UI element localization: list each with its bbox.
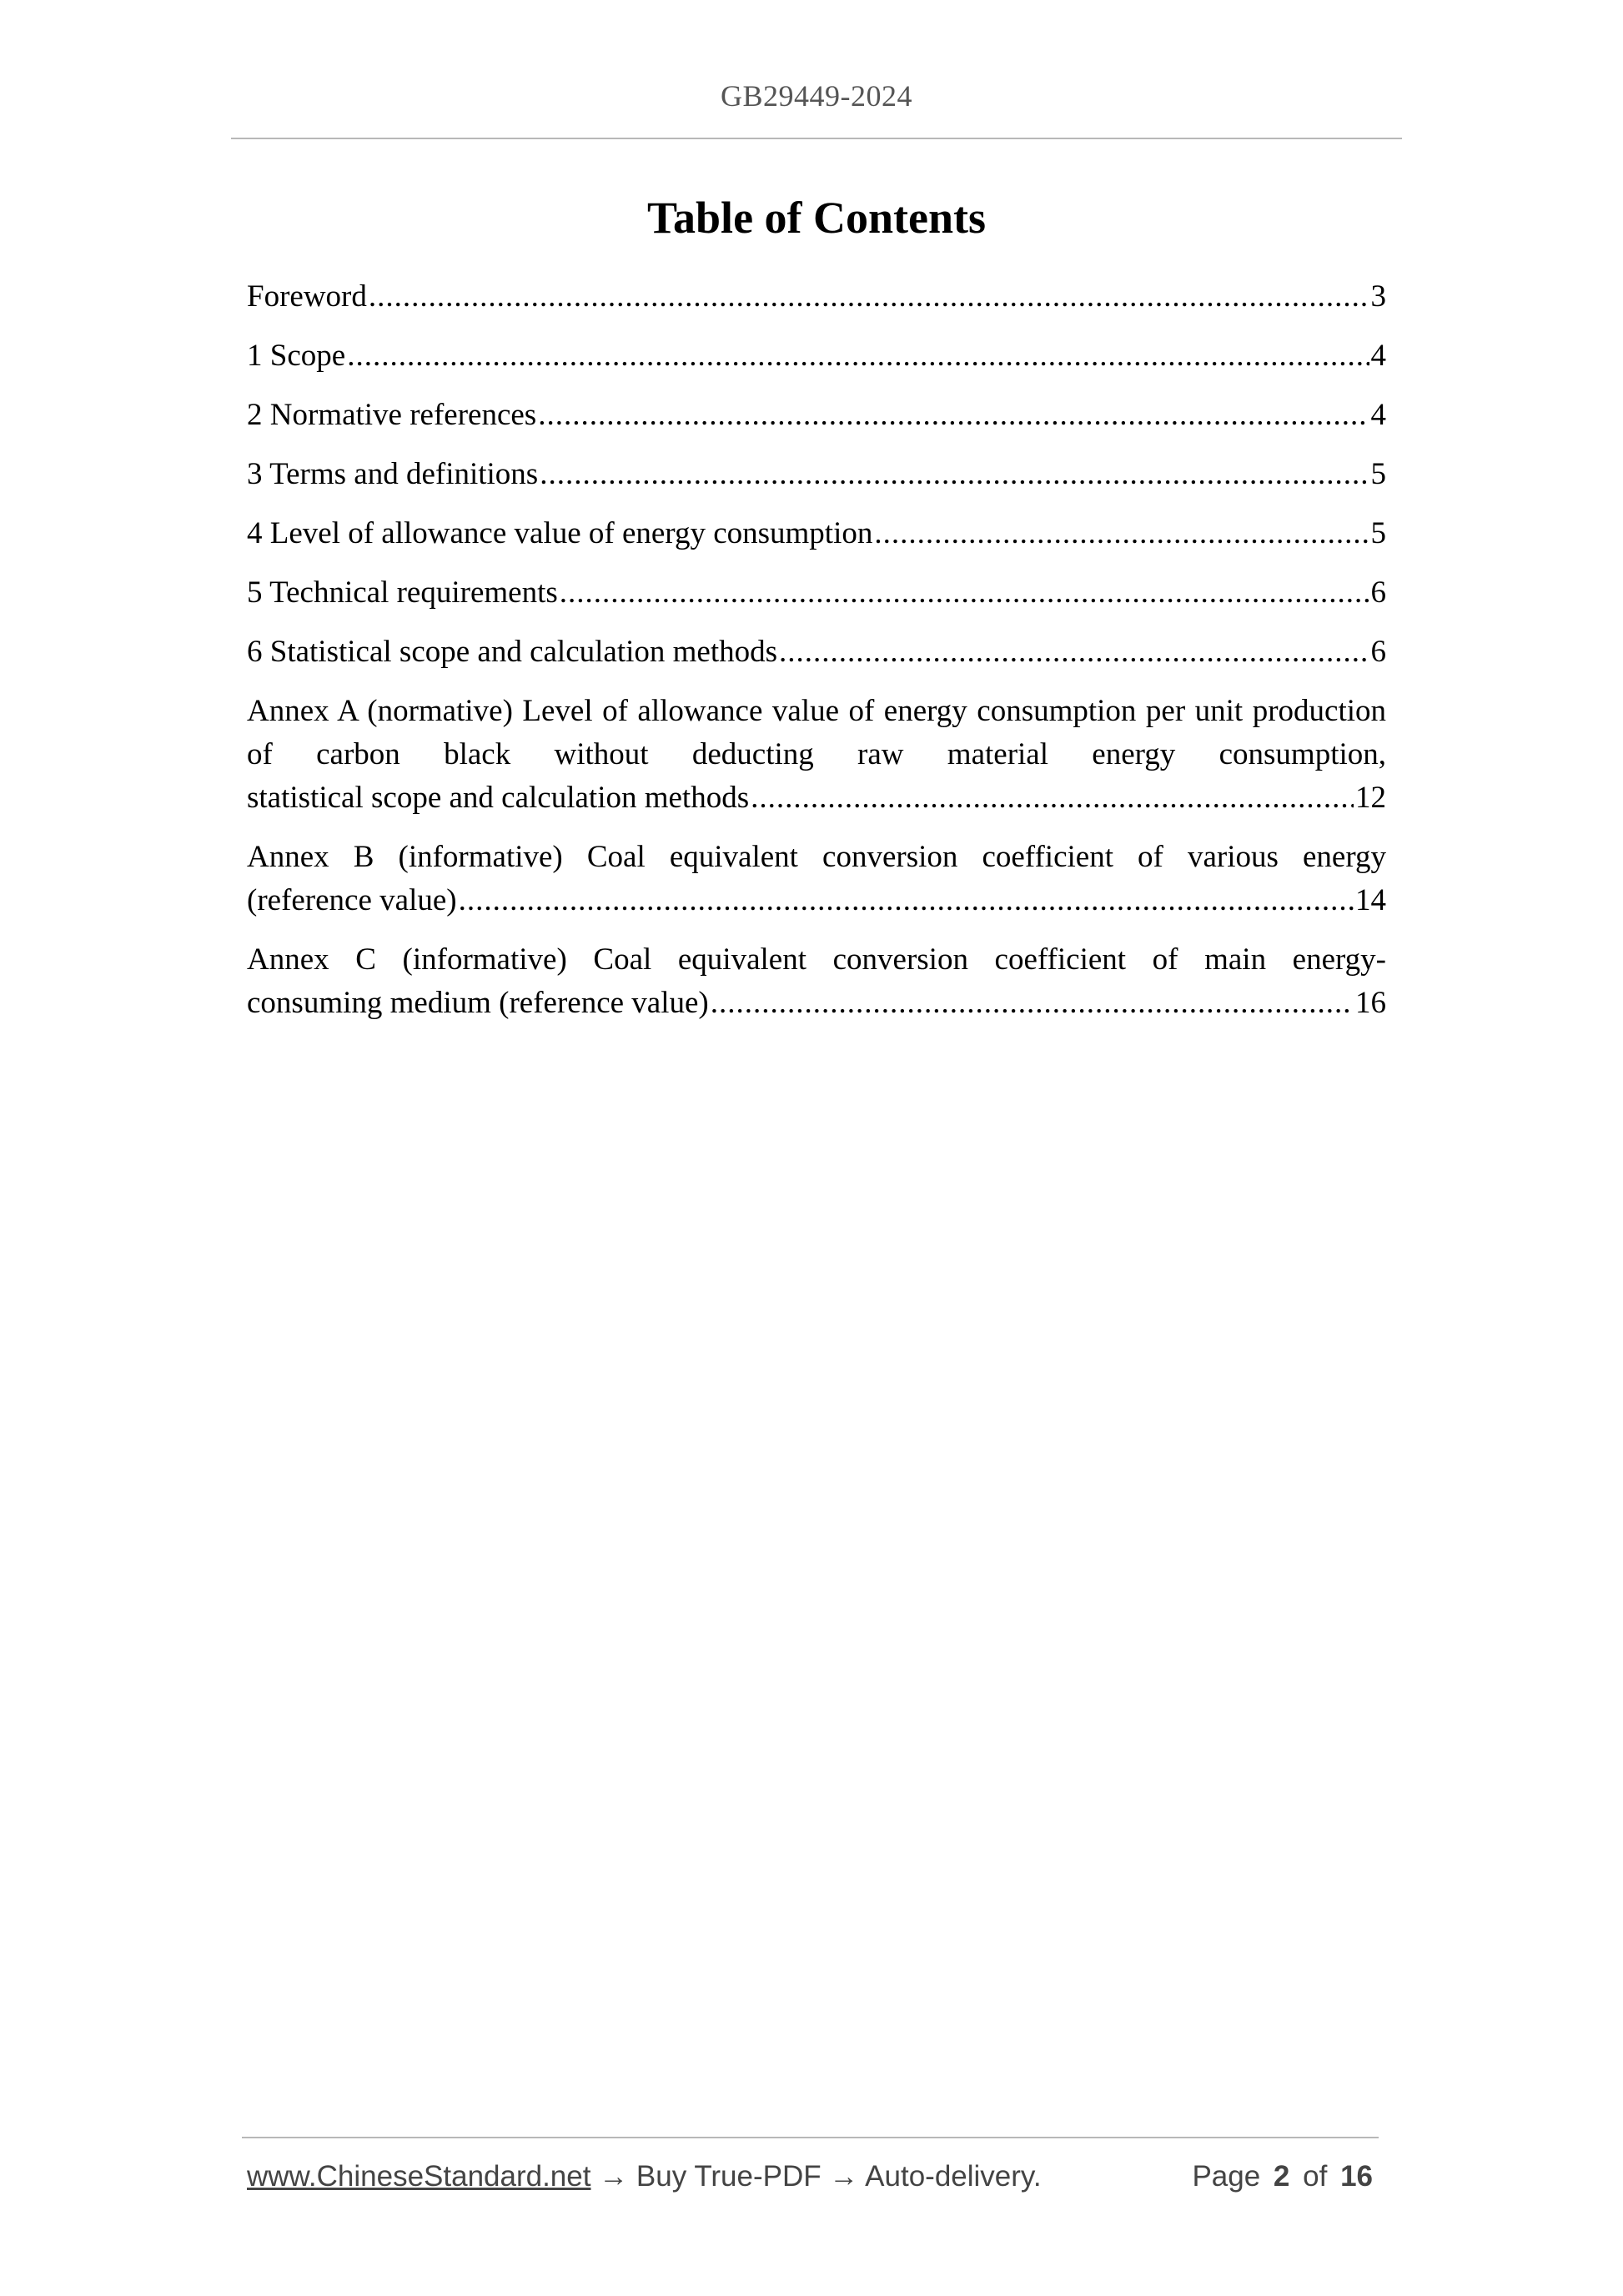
toc-leader-dots <box>369 275 1369 319</box>
toc-leader-dots <box>874 512 1369 555</box>
toc-page-number: 16 <box>1355 986 1386 1020</box>
toc-entry-text: 2 Normative references <box>247 398 537 432</box>
current-page-number: 2 <box>1273 2160 1290 2193</box>
toc-entry-text: 6 Statistical scope and calculation methods <box>247 635 778 669</box>
toc-leader-dots <box>560 571 1369 615</box>
toc-leader-dots <box>459 879 1354 922</box>
toc-page-number: 4 <box>1370 339 1386 373</box>
toc-list <box>247 275 1386 1041</box>
toc-leader-dots <box>751 776 1354 820</box>
toc-entry-text: 4 Level of allowance value of energy consumption <box>247 516 873 550</box>
toc-entry-annex-a[interactable] <box>247 690 1386 820</box>
toc-entry-text: (reference value) <box>247 883 457 917</box>
toc-page-number: 3 <box>1370 279 1386 314</box>
toc-entry-body: Annex A (normative) Level of allowance value of energy consumption per unit production of carbon black without deducting raw material energy consumption, <box>247 694 1386 771</box>
toc-page-number: 14 <box>1355 883 1386 917</box>
page-header: GB29449-2024 <box>721 79 912 113</box>
toc-entry-foreword[interactable] <box>247 275 1386 319</box>
toc-page-number: 12 <box>1355 781 1386 815</box>
page-footer <box>247 2160 1378 2193</box>
toc-entry-statistical-scope[interactable] <box>247 631 1386 674</box>
toc-leader-dots <box>711 982 1354 1025</box>
footer-tagline: → Buy True-PDF → Auto-delivery. <box>590 2160 1042 2193</box>
header-divider <box>231 138 1402 139</box>
toc-entry-text: Foreword <box>247 279 367 314</box>
total-pages-number: 16 <box>1340 2160 1373 2193</box>
footer-divider <box>242 2137 1379 2138</box>
site-link[interactable]: www.ChineseStandard.net <box>247 2160 591 2193</box>
toc-entry-body: Annex C (informative) Coal equivalent conversion coefficient of main energy- <box>247 942 1386 977</box>
toc-leader-dots <box>779 631 1369 674</box>
toc-entry-text: 3 Terms and definitions <box>247 457 539 491</box>
page-label: Page <box>1192 2160 1261 2193</box>
toc-entry-body: Annex B (informative) Coal equivalent conversion coefficient of various energy <box>247 840 1386 874</box>
toc-entry-normative-references[interactable] <box>247 394 1386 437</box>
toc-entry-text: 5 Technical requirements <box>247 575 558 610</box>
toc-page-number: 6 <box>1370 635 1386 669</box>
toc-leader-dots <box>540 453 1369 496</box>
toc-leader-dots <box>538 394 1369 437</box>
toc-page-number: 4 <box>1370 398 1386 432</box>
toc-leader-dots <box>347 334 1369 378</box>
toc-entry-terms-definitions[interactable] <box>247 453 1386 496</box>
of-label: of <box>1303 2160 1328 2193</box>
toc-entry-annex-c[interactable] <box>247 938 1386 1025</box>
toc-page-number: 6 <box>1370 575 1386 610</box>
toc-page-number: 5 <box>1370 457 1386 491</box>
toc-page-number: 5 <box>1370 516 1386 550</box>
toc-entry-scope[interactable] <box>247 334 1386 378</box>
toc-entry-text: statistical scope and calculation methods <box>247 781 750 815</box>
toc-entry-text: consuming medium (reference value) <box>247 986 709 1020</box>
toc-entry-text: 1 Scope <box>247 339 346 373</box>
toc-entry-technical-requirements[interactable] <box>247 571 1386 615</box>
footer-promo <box>247 2160 1042 2193</box>
toc-title: Table of Contents <box>646 193 987 243</box>
page-indicator <box>1192 2160 1378 2193</box>
toc-entry-allowance-level[interactable] <box>247 512 1386 555</box>
toc-entry-annex-b[interactable] <box>247 836 1386 922</box>
